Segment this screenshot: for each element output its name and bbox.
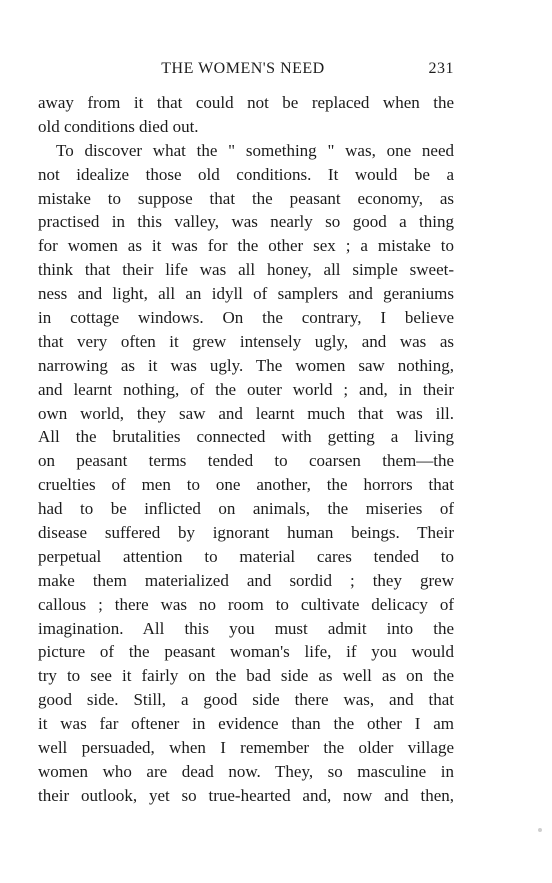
text-line: perpetual attention to material cares tended to bbox=[38, 546, 454, 566]
text-line: away from it that could not be replaced when the bbox=[38, 93, 454, 112]
page-number: 231 bbox=[428, 60, 454, 77]
text-line: picture of the peasant woman's life, if you would bbox=[38, 642, 454, 662]
text-line: their outlook, yet so true-hearted and, now and then, bbox=[38, 785, 454, 805]
text-line: narrowing as it was ugly. The women saw nothing, bbox=[38, 355, 454, 375]
body-text bbox=[38, 91, 454, 808]
text-line: mistake to suppose that the peasant economy, as bbox=[38, 188, 454, 208]
text-line: think that their life was all honey, all simple sweet- bbox=[38, 260, 454, 280]
text-line: on peasant terms tended to coarsen them—the bbox=[38, 451, 454, 471]
text-line: try to see it fairly on the bad side as well as on the bbox=[38, 666, 454, 686]
text-line: All the brutalities connected with getting a living bbox=[38, 427, 454, 447]
text-line: that very often it grew intensely ugly, and was as bbox=[38, 331, 454, 351]
text-line: it was far oftener in evidence than the other I am bbox=[38, 714, 454, 734]
text-line: had to be inflicted on animals, the miseries of bbox=[38, 499, 454, 519]
text-line: women who are dead now. They, so masculine in bbox=[38, 761, 454, 781]
text-line: practised in this valley, was nearly so good a thing bbox=[38, 212, 454, 232]
text-line: make them materialized and sordid ; they grew bbox=[38, 570, 454, 590]
text-line: for women as it was for the other sex ; a mistake to bbox=[38, 236, 454, 256]
text-line: not idealize those old conditions. It would be a bbox=[38, 164, 454, 184]
text-line: cruelties of men to one another, the horrors that bbox=[38, 475, 454, 495]
text-line: disease suffered by ignorant human beings. Their bbox=[38, 523, 454, 543]
text-line: ness and light, all an idyll of samplers and geraniums bbox=[38, 284, 454, 304]
text-line: imagination. All this you must admit into the bbox=[38, 618, 454, 638]
text-line: in cottage windows. On the contrary, I believe bbox=[38, 308, 454, 328]
text-line: To discover what the " something " was, one need bbox=[56, 140, 454, 160]
running-head bbox=[38, 60, 454, 82]
text-line: own world, they saw and learnt much that was ill. bbox=[38, 403, 454, 423]
chapter-title: THE WOMEN'S NEED bbox=[161, 60, 325, 77]
text-line: well persuaded, when I remember the older village bbox=[38, 738, 454, 758]
paper-speck bbox=[538, 828, 542, 832]
text-line: and learnt nothing, of the outer world ; and, in their bbox=[38, 379, 454, 399]
text-line: old conditions died out. bbox=[38, 116, 199, 136]
text-line: good side. Still, a good side there was, and that bbox=[38, 690, 454, 710]
text-line: callous ; there was no room to cultivate delicacy of bbox=[38, 594, 454, 614]
